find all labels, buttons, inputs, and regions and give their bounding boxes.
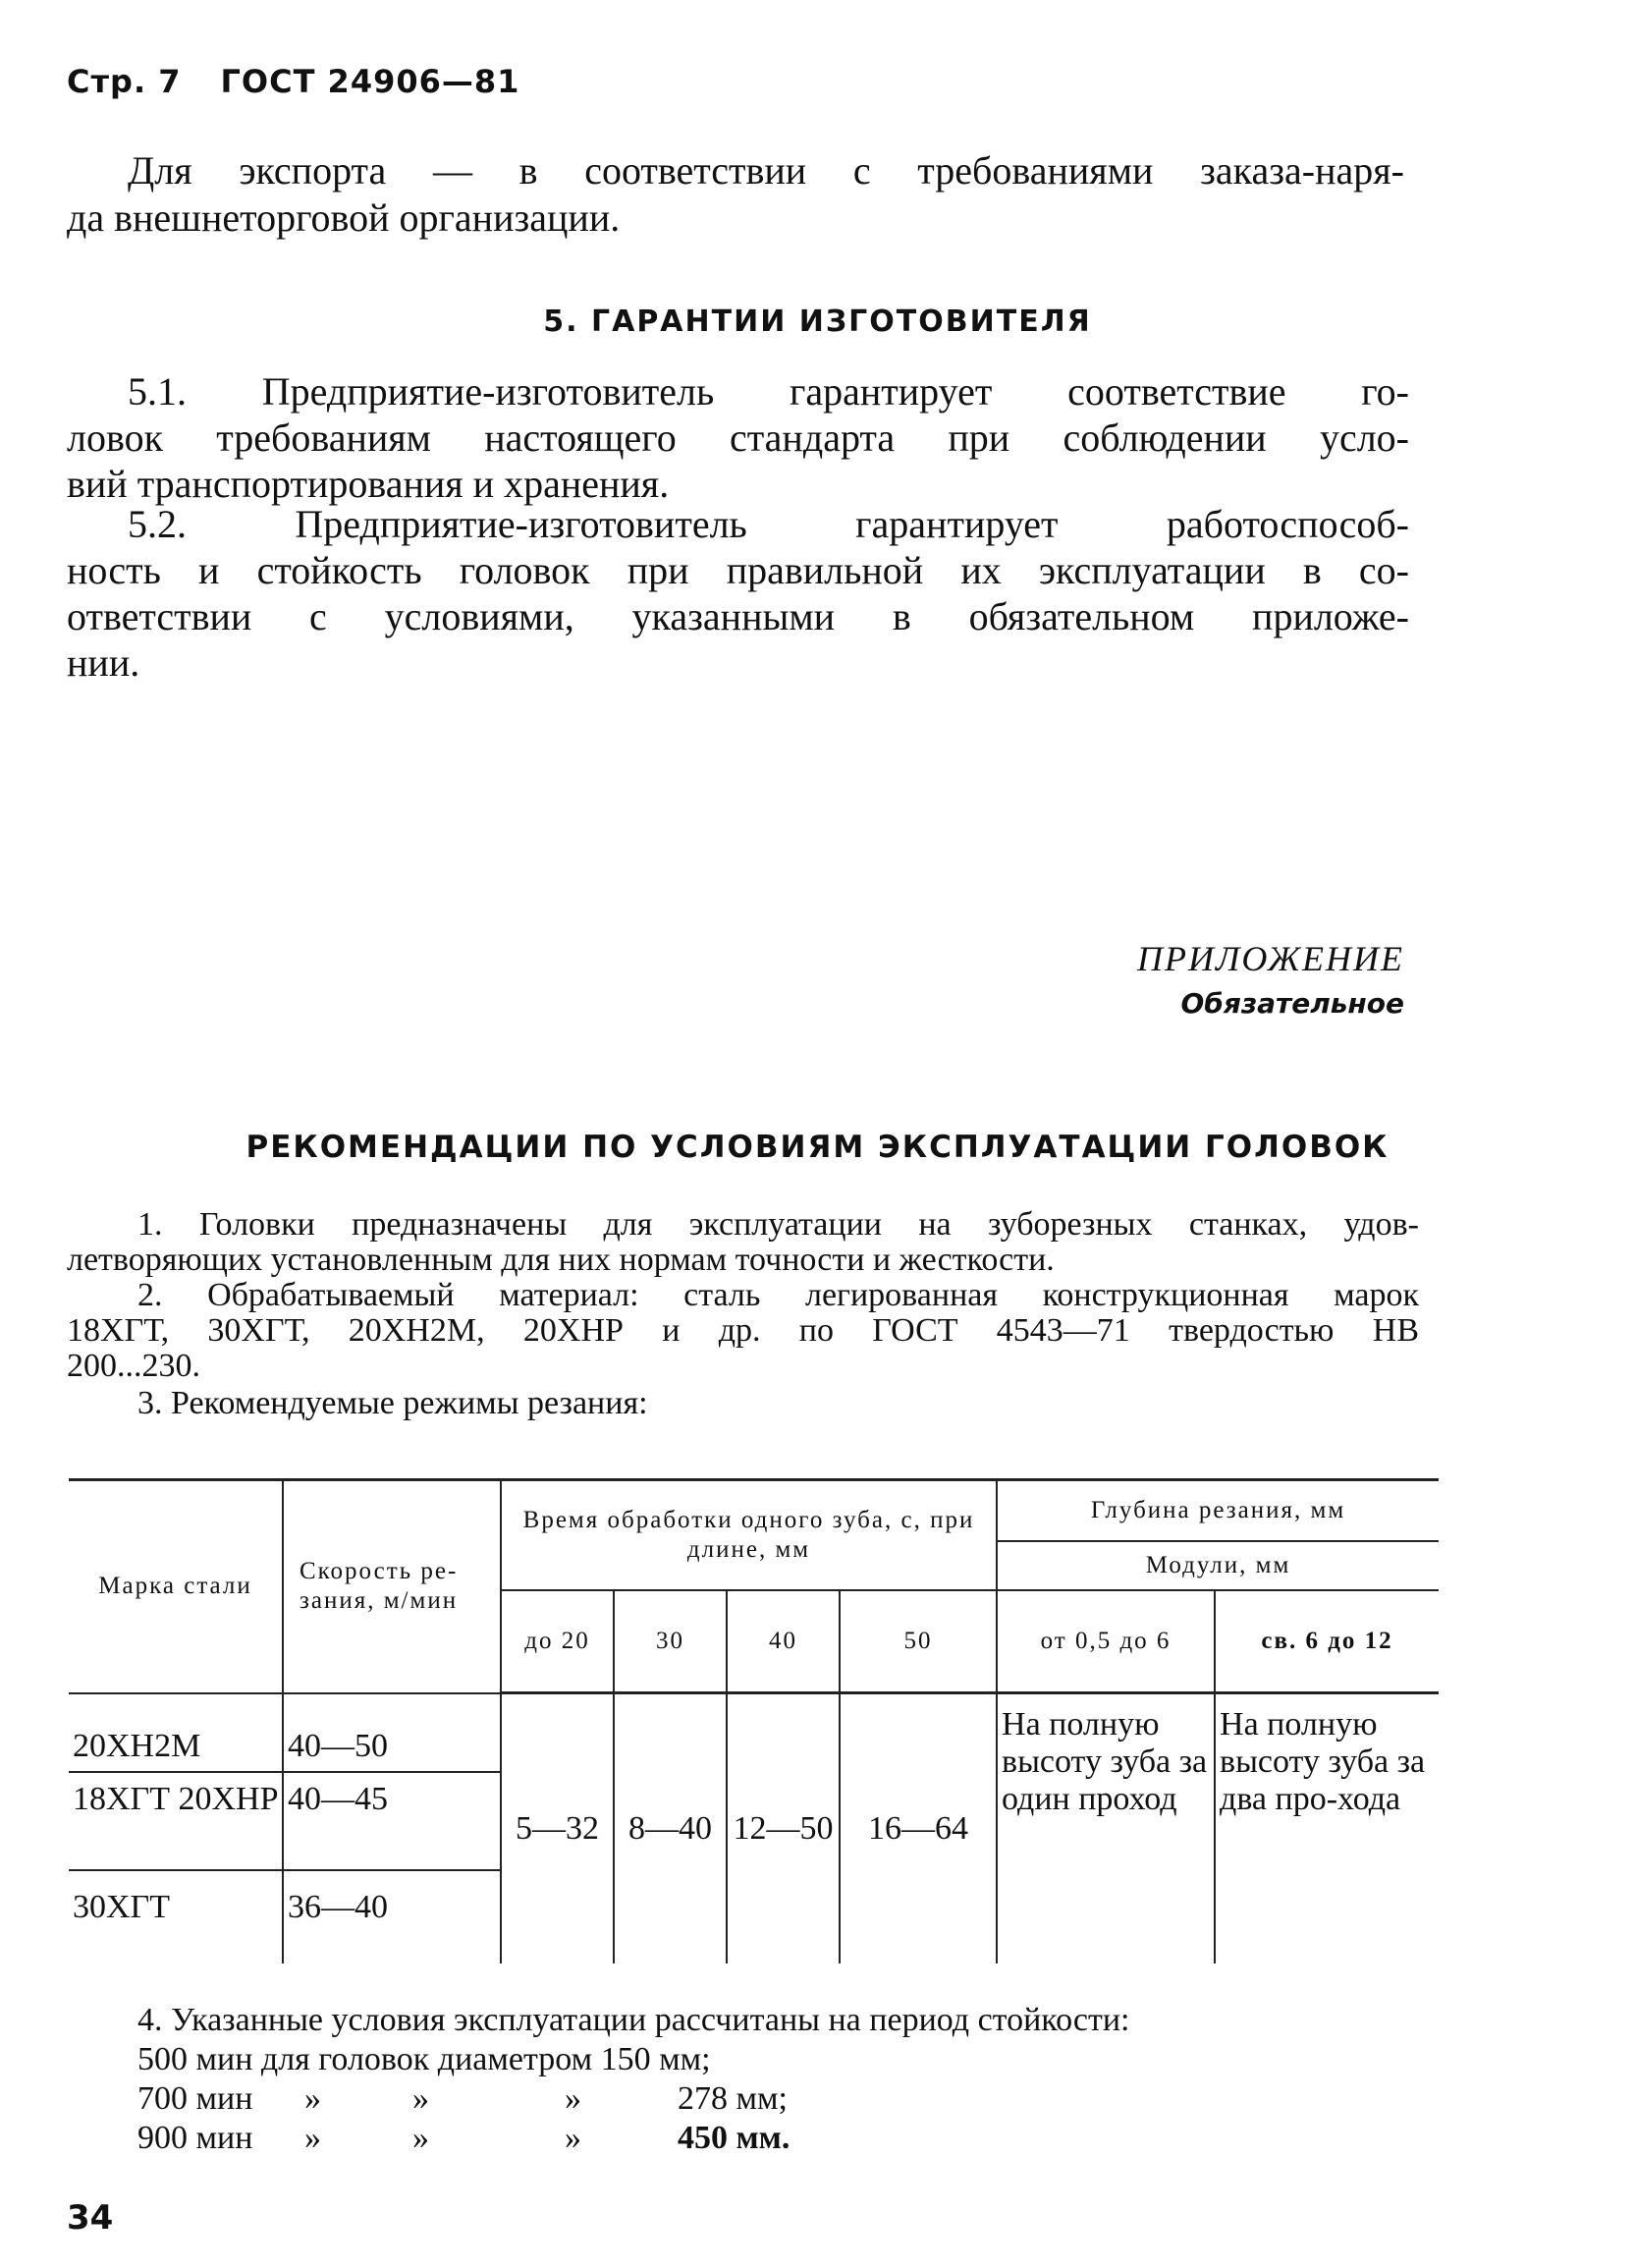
rec-item1-line2: летворяющих установленным для них нормам точности и жесткости. (67, 1242, 1055, 1278)
page-header (67, 63, 519, 100)
rec-item2-line2: 18ХГТ, 30ХГТ, 20ХН2М, 20ХНР и др. по ГОСТ 4543—71 твердостью НВ (67, 1312, 1419, 1349)
appendix-title: ПРИЛОЖЕНИЕ (1137, 939, 1404, 978)
rec-item1-line1: 1. Головки предназначены для эксплуатации на зуборезных станках, удов- (137, 1206, 1419, 1243)
cutting-modes-table (69, 1478, 1439, 1964)
header-len-30: 30 (614, 1590, 727, 1693)
row-grade-1: 20ХН2М (69, 1693, 283, 1772)
s52-line-1: 5.2. Предприятие-изготовитель гарантирует работоспособ- (128, 502, 1409, 546)
row-grade-2: 18ХГТ 20ХНР (69, 1772, 283, 1870)
header-speed: Скорость ре-зания, м/мин (283, 1480, 501, 1693)
row-speed-3: 36—40 (283, 1870, 501, 1964)
s52-line-2: ность и стойкость головок при правильной их эксплуатации в со- (67, 548, 1409, 592)
page-number: 34 (67, 2198, 114, 2238)
appendix-subtitle: Обязательное (1180, 987, 1404, 1020)
row-speed-1: 40—50 (283, 1693, 501, 1772)
s51-line-3: вий транспортирования и хранения. (67, 462, 670, 506)
header-mod-0-5-6: от 0,5 до 6 (997, 1590, 1215, 1693)
row-speed-2: 40—45 (283, 1772, 501, 1870)
recommendations-title: РЕКОМЕНДАЦИИ ПО УСЛОВИЯМ ЭКСПЛУАТАЦИИ ГОЛОВОК (245, 1130, 1390, 1165)
page-label: Стр. 7 (67, 63, 182, 100)
header-depth: Глубина резания, мм (997, 1480, 1439, 1541)
item4-line3-value: 278 мм; (678, 2080, 788, 2117)
item4-line3-label: 700 мин (137, 2080, 253, 2117)
time-len-30: 8—40 (614, 1693, 727, 1964)
standard-number: ГОСТ 24906—81 (220, 63, 520, 100)
row-grade-3: 30ХГТ (69, 1870, 283, 1964)
item4-line4-value: 450 мм. (678, 2120, 790, 2156)
ditto-mark: » (304, 2080, 321, 2117)
header-len-50: 50 (840, 1590, 997, 1693)
s52-line-3: ответствии с условиями, указанными в обязательном приложе- (67, 594, 1409, 638)
time-len-40: 12—50 (727, 1693, 840, 1964)
header-len-20: до 20 (501, 1590, 614, 1693)
s52-line-4: нии. (67, 640, 140, 685)
header-time: Время обработки одного зуба, с, при длине, мм (501, 1480, 997, 1590)
item4-line2: 500 мин для головок диаметром 150 мм; (137, 2041, 711, 2077)
intro-line-2: да внешнеторговой организации. (67, 195, 621, 240)
s51-line-1: 5.1. Предприятие-изготовитель гарантирует соответствие го- (128, 369, 1409, 414)
ditto-mark: » (565, 2120, 581, 2156)
item4-line4-label: 900 мин (137, 2120, 253, 2156)
ditto-mark: » (565, 2080, 581, 2117)
ditto-mark: » (412, 2120, 429, 2156)
time-len-50: 16—64 (840, 1693, 997, 1964)
ditto-mark: » (304, 2120, 321, 2156)
header-mod-6-12: св. 6 до 12 (1215, 1590, 1439, 1693)
header-len-40: 40 (727, 1590, 840, 1693)
depth-mod-6-12: На полную высоту зуба за два про-хода (1215, 1693, 1439, 1964)
header-steel-grade: Марка стали (69, 1480, 283, 1693)
rec-item2-line3: 200...230. (67, 1348, 200, 1384)
ditto-mark: » (412, 2080, 429, 2117)
item4-line1: 4. Указанные условия эксплуатации рассчитаны на период стойкости: (137, 2002, 1130, 2038)
section-5-title: 5. ГАРАНТИИ ИЗГОТОВИТЕЛЯ (543, 304, 1092, 339)
rec-item3: 3. Рекомендуемые режимы резания: (137, 1385, 648, 1421)
intro-line-1: Для экспорта — в соответствии с требованиями заказа-наря- (128, 148, 1404, 193)
header-modules: Модули, мм (997, 1541, 1439, 1590)
s51-line-2: ловок требованиям настоящего стандарта при соблюдении усло- (67, 415, 1409, 460)
rec-item2-line1: 2. Обрабатываемый материал: сталь легированная конструкционная марок (137, 1277, 1419, 1313)
time-len-20: 5—32 (501, 1693, 614, 1964)
depth-mod-0-5-6: На полную высоту зуба за один проход (997, 1693, 1215, 1964)
